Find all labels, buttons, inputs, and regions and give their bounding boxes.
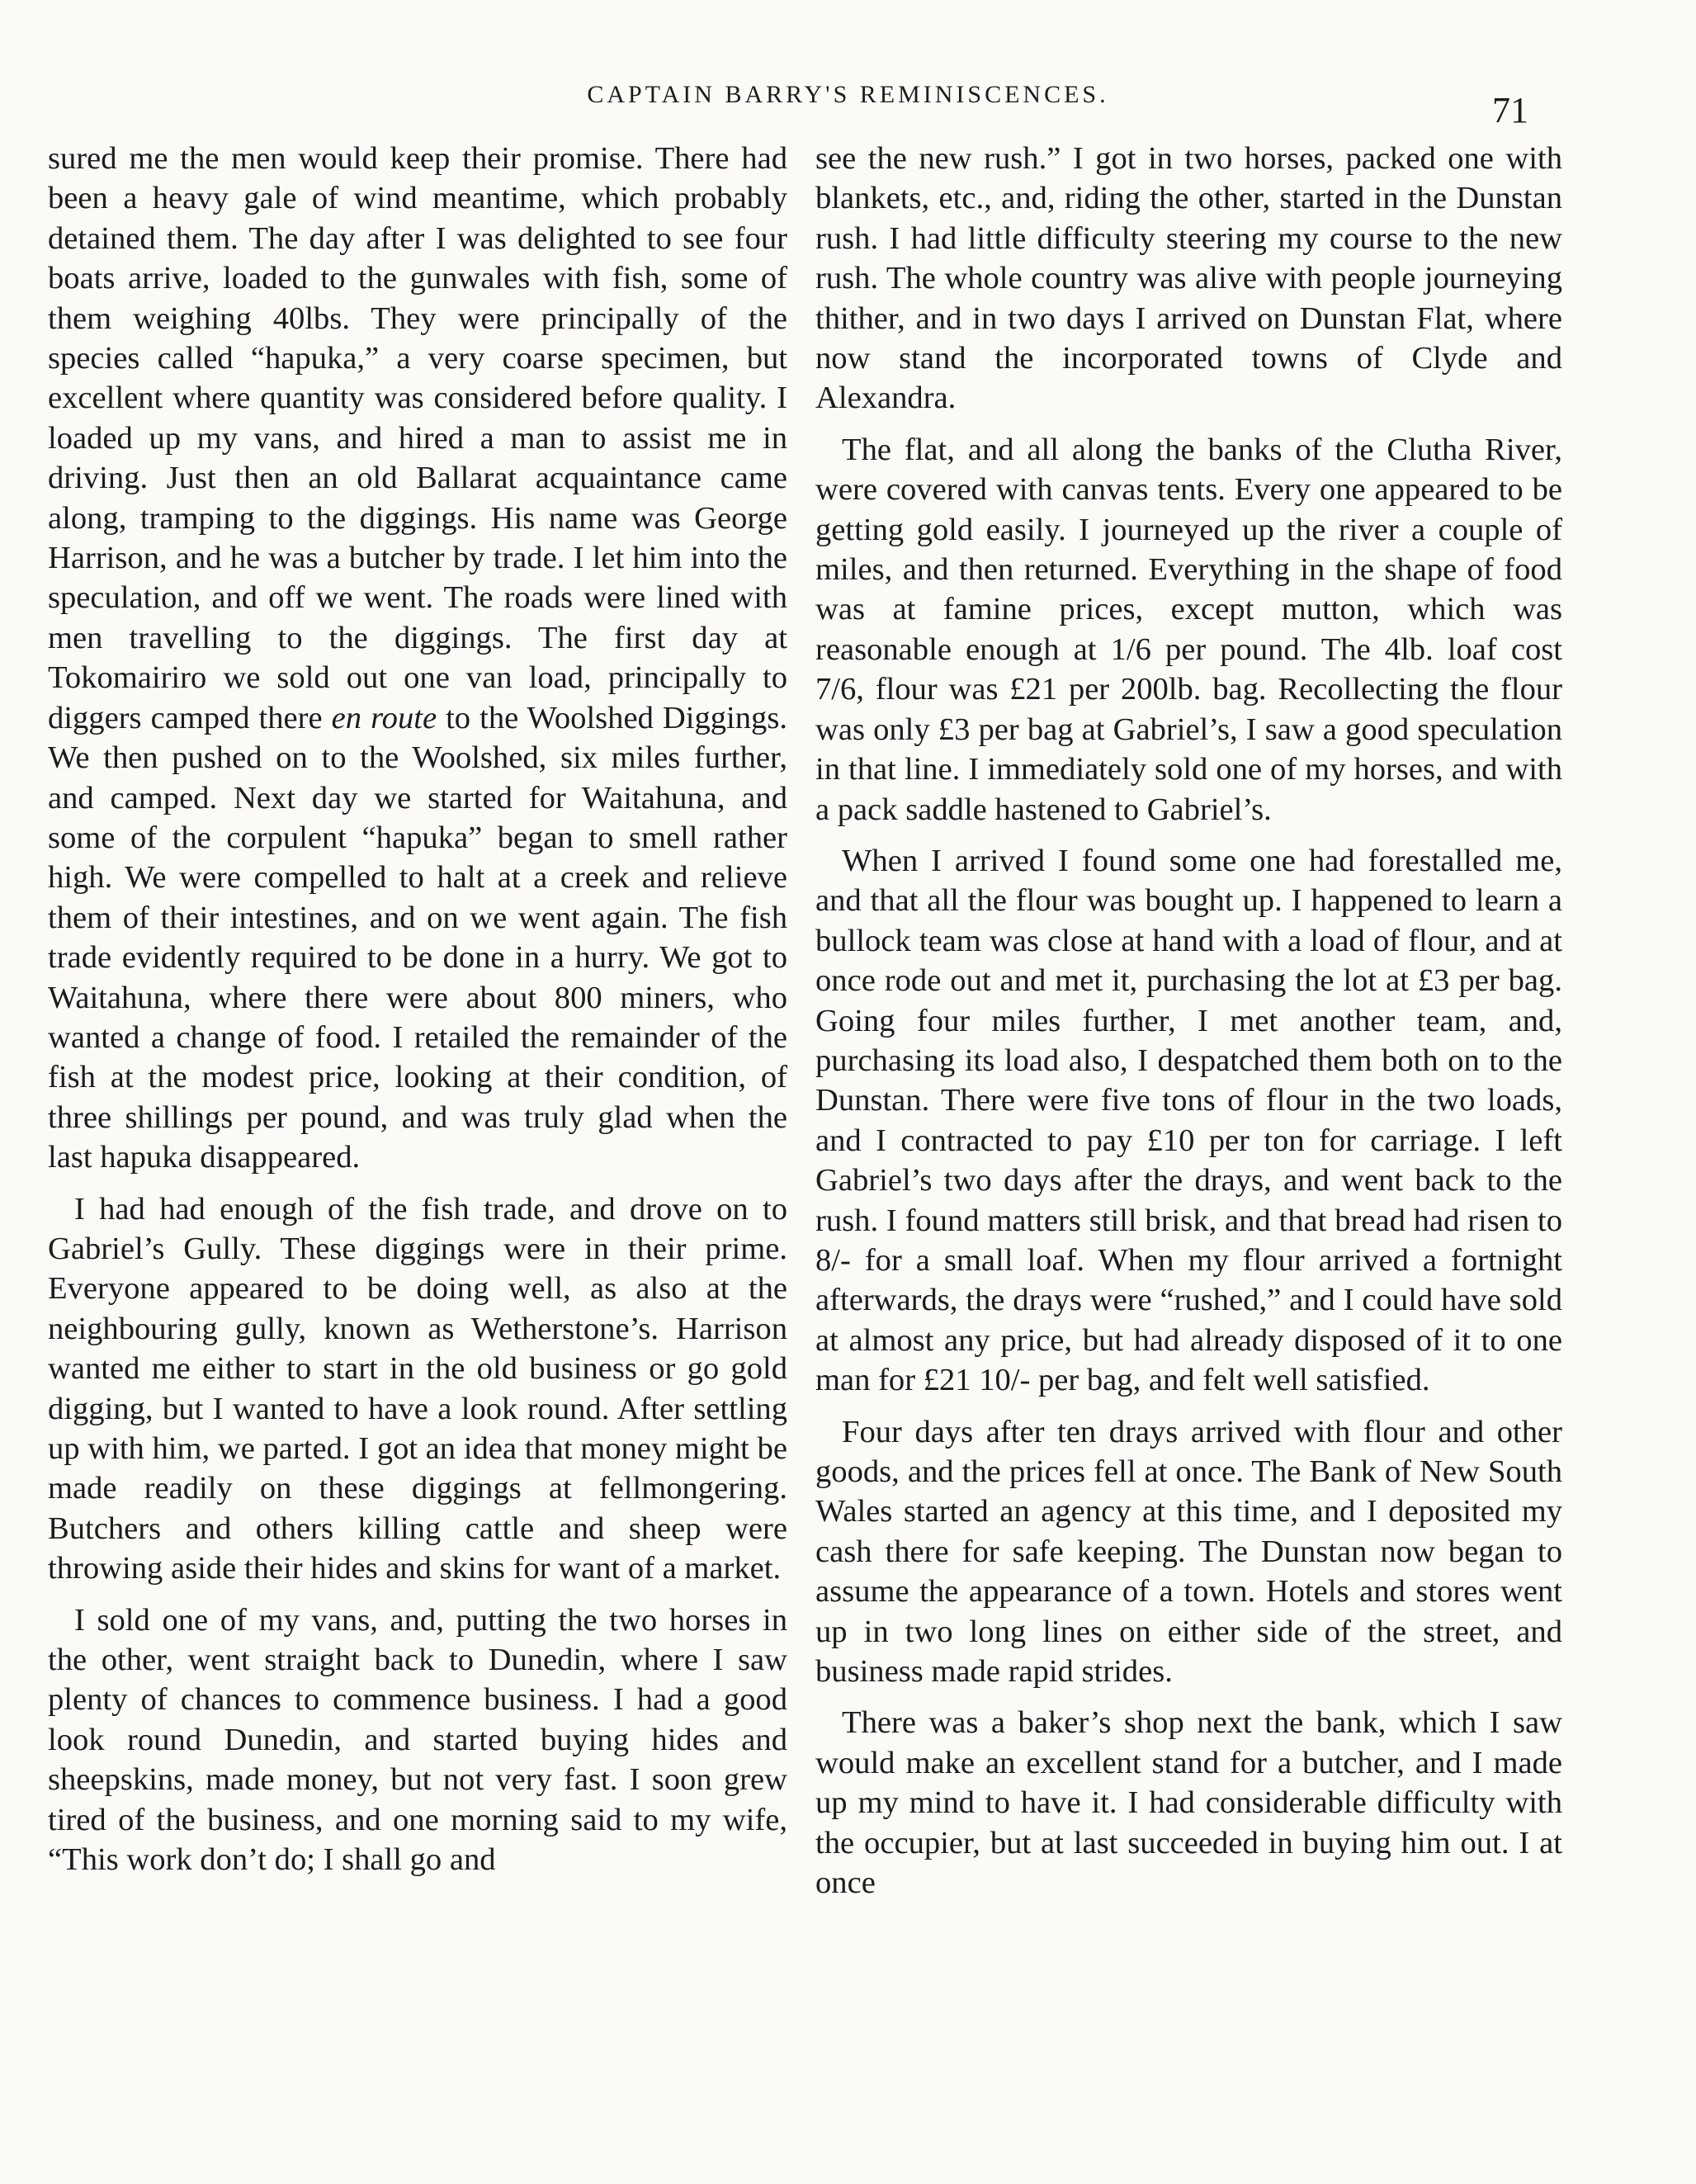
- paragraph: There was a baker’s shop next the bank, which I saw would make an excellent stand for a butcher, and I made up my mind to have it. I had considerable difficulty with the occupier, but at last succeeded in buying him out. I at once: [815, 1705, 1562, 1901]
- paragraph: sured me the men would keep their promise. There had been a heavy gale of wind meantime, which probably detained them. The day after I was delighted to see four boats arrive, loaded to the gunwales with fish, some of them weighing 40lbs. They were principally of the species called “hapuka,” a very coarse specimen, but excellent where quantity was considered before quality. I loaded up my vans, and hired a man to assist me in driving. Just then an old Ballarat acquaintance came along, tramping to the diggings. His name was George Harrison, and he was a butcher by trade. I let him into the speculation, and off we went. The roads were lined with men travelling to the diggings. The first day at Tokomairiro we sold out one van load, principally to diggers camped there en route to the Woolshed Diggings. We then pushed on to the Woolshed, six miles further, and camped. Next day we started for Waitahuna, and some of the corpulent “hapuka” began to smell rather high. We were compelled to halt at a creek and relieve them of their intestines, and on we went again. The fish trade evidently required to be done in a hurry. We got to Waitahuna, where there were about 800 miners, who wanted a change of food. I retailed the remainder of the fish at the modest price, looking at their condition, of three shillings per pound, and was truly glad when the last hapuka disappeared.: [48, 141, 787, 1175]
- paragraph: When I arrived I found some one had forestalled me, and that all the flour was bought up. I happened to learn a bullock team was close at hand with a load of flour, and at once rode out and met it, purchasing the lot at £3 per bag. Going four miles further, I met another team, and, purchasing its load also, I despatched them both on to the Dunstan. There were five tons of flour in the two loads, and I contracted to pay £10 per ton for carriage. I left Gabriel’s two days after the drays, and went back to the rush. I found matters still brisk, and that bread had risen to 8/- for a small loaf. When my flour arrived a fortnight afterwards, the drays were “rushed,” and I could have sold at almost any price, but had already disposed of it to one man for £21 10/- per bag, and felt well satisfied.: [815, 843, 1562, 1398]
- right-column: [815, 139, 1562, 1903]
- page-number: 71: [1492, 90, 1528, 130]
- italic-phrase: en route: [331, 700, 437, 735]
- paragraph: I sold one of my vans, and, putting the two horses in the other, went straight back to Dunedin, where I saw plenty of chances to commence business. I had a good look round Dunedin, and started buying hides and sheepskins, made money, but not very fast. I soon grew tired of the business, and one morning said to my wife, “This work don’t do; I shall go and: [48, 1602, 787, 1878]
- paragraph: Four days after ten drays arrived with flour and other goods, and the prices fell at once. The Bank of New South Wales started an agency at this time, and I deposited my cash there for safe keeping. The Dunstan now began to assume the appearance of a town. Hotels and stores went up in two long lines on either side of the street, and business made rapid strides.: [815, 1414, 1562, 1690]
- paragraph: The flat, and all along the banks of the Clutha River, were covered with canvas tents. Every one appeared to be getting gold easily. I journeyed up the river a couple of miles, and then returned. Everything in the shape of food was at famine prices, except mutton, which was reasonable enough at 1/6 per pound. The 4lb. loaf cost 7/6, flour was £21 per 200lb. bag. Recollecting the flour was only £3 per bag at Gabriel’s, I saw a good speculation in that line. I immediately sold one of my horses, and with a pack saddle hastened to Gabriel’s.: [815, 432, 1562, 827]
- left-column: [48, 139, 787, 1879]
- paragraph: see the new rush.” I got in two horses, packed one with blankets, etc., and, riding the other, started in the Dunstan rush. I had little difficulty steering my course to the new rush. The whole country was alive with people journeying thither, and in two days I arrived on Dunstan Flat, where now stand the incorporated towns of Clyde and Alexandra.: [815, 141, 1562, 416]
- running-head: CAPTAIN BARRY'S REMINISCENCES.: [587, 81, 1109, 108]
- paragraph: I had had enough of the fish trade, and drove on to Gabriel’s Gully. These diggings were in their prime. Everyone appeared to be doing well, as also at the neighbouring gully, known as Wetherstone’s. Harrison wanted me either to start in the old business or go gold digging, but I wanted to have a look round. After settling up with him, we parted. I got an idea that money might be made readily on these diggings at fellmongering. Butchers and others killing cattle and sheep were throwing aside their hides and skins for want of a market.: [48, 1191, 787, 1586]
